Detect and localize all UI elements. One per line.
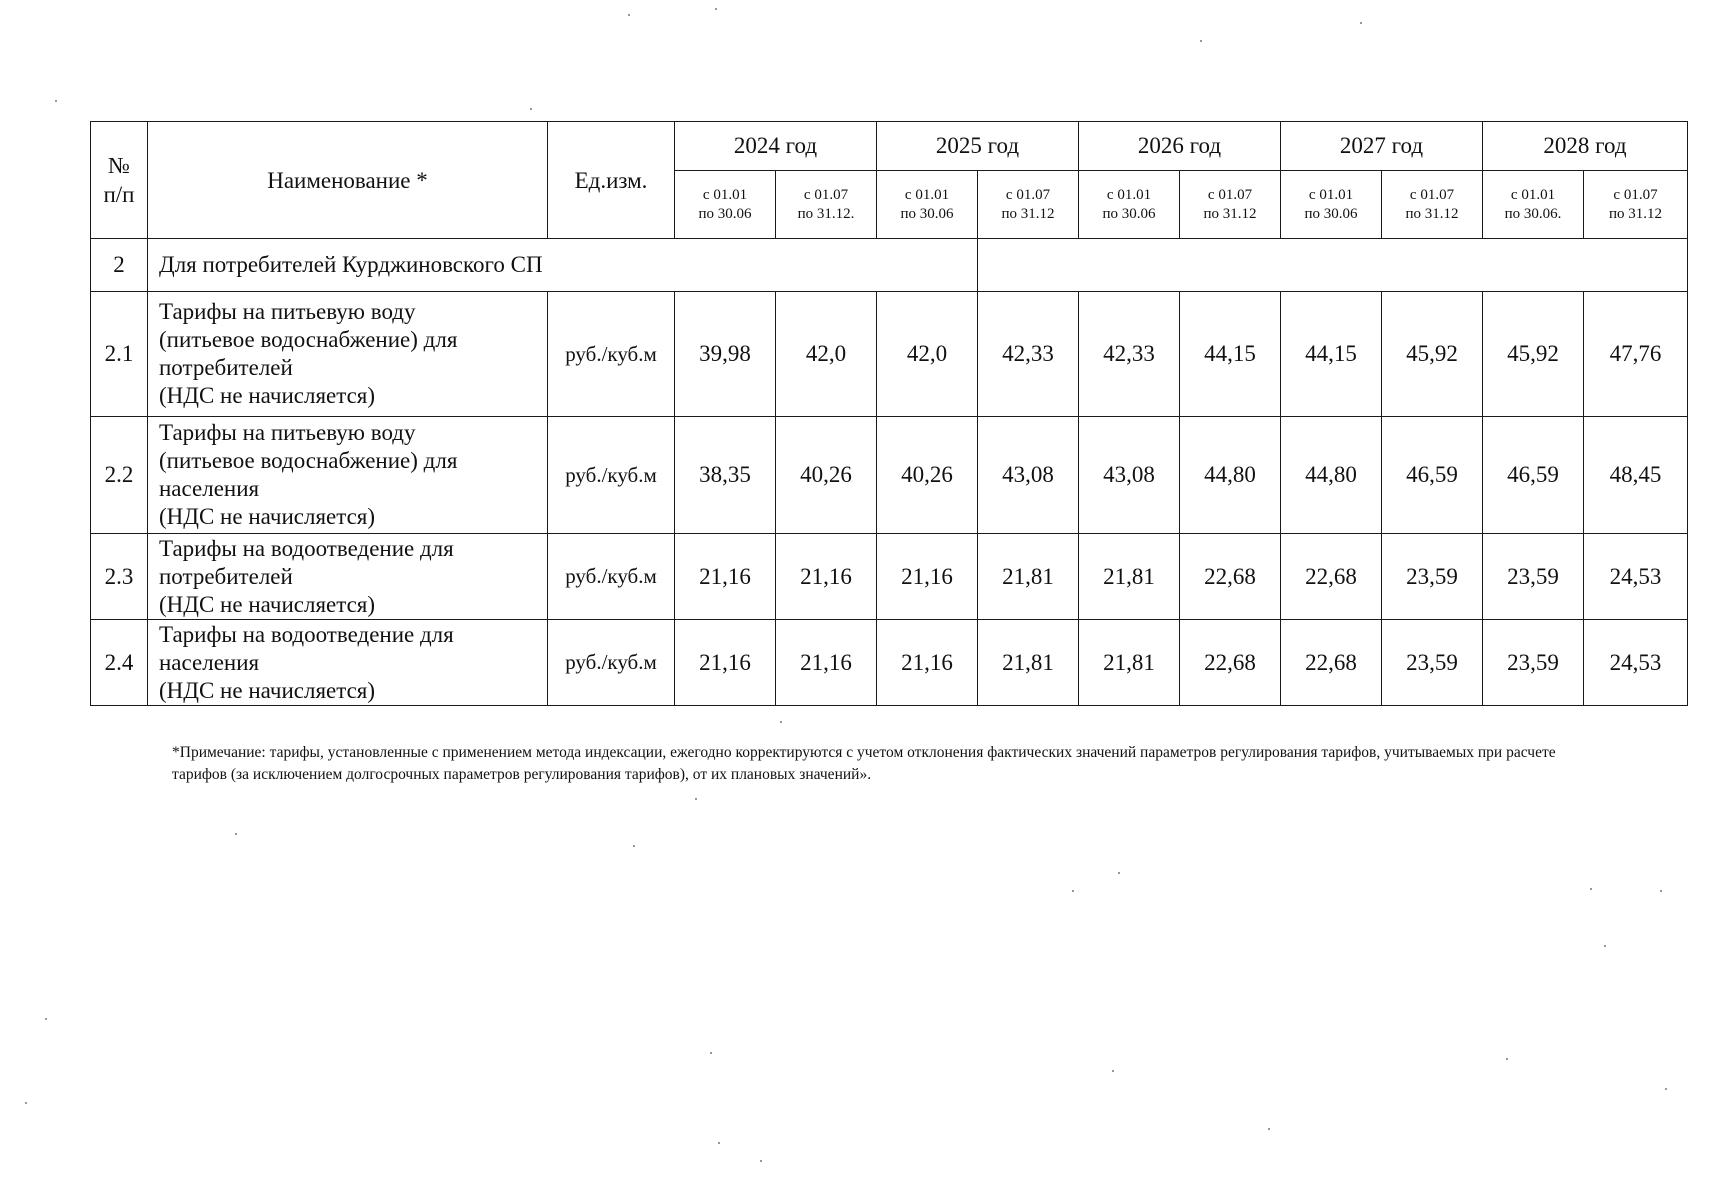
tariff-value: 24,53 <box>1584 534 1688 620</box>
row-name: Тарифы на питьевую воду (питьевое водоснабжение) для населения (НДС не начисляется) <box>148 417 548 534</box>
tariff-value: 39,98 <box>675 292 776 417</box>
tariff-value: 44,15 <box>1180 292 1281 417</box>
scan-speck <box>55 100 57 102</box>
section-number: 2 <box>91 239 148 292</box>
section-row <box>91 239 1688 292</box>
header-year-2026: 2026 год <box>1079 122 1281 171</box>
scan-speck <box>780 721 782 723</box>
header-period: с 01.07 по 31.12. <box>776 171 877 239</box>
scan-speck <box>1590 888 1592 890</box>
row-number: 2.4 <box>91 620 148 706</box>
tariff-value: 21,81 <box>1079 534 1180 620</box>
section-empty-cell <box>978 239 1688 292</box>
tariff-value: 48,45 <box>1584 417 1688 534</box>
header-unit: Ед.изм. <box>548 122 675 239</box>
tariff-value: 46,59 <box>1483 417 1584 534</box>
row-name: Тарифы на водоотведение для потребителей (НДС не начисляется) <box>148 534 548 620</box>
header-num: № п/п <box>91 122 148 239</box>
scan-speck <box>1268 1128 1270 1130</box>
tariff-value: 43,08 <box>1079 417 1180 534</box>
row-number: 2.3 <box>91 534 148 620</box>
row-number: 2.1 <box>91 292 148 417</box>
scan-speck <box>628 14 630 16</box>
section-title: Для потребителей Курджиновского СП <box>148 239 978 292</box>
table-row <box>91 292 1688 417</box>
scan-speck <box>1604 945 1606 947</box>
header-period: с 01.07 по 31.12 <box>1180 171 1281 239</box>
header-period: с 01.01 по 30.06 <box>675 171 776 239</box>
tariff-value: 45,92 <box>1382 292 1483 417</box>
scan-speck <box>760 1160 762 1162</box>
scan-speck <box>1660 890 1662 892</box>
header-period: с 01.07 по 31.12 <box>1382 171 1483 239</box>
tariff-value: 21,16 <box>675 534 776 620</box>
header-period: с 01.07 по 31.12 <box>1584 171 1688 239</box>
tariff-value: 38,35 <box>675 417 776 534</box>
scan-speck <box>718 1142 720 1144</box>
header-period: с 01.01 по 30.06 <box>1281 171 1382 239</box>
table-row <box>91 620 1688 706</box>
header-period: с 01.01 по 30.06. <box>1483 171 1584 239</box>
footnote: *Примечание: тарифы, установленные с применением метода индексации, ежегодно корректируются с учетом отклонения фактических значений параметров регулирования тарифов, учитываемых при расчете тарифов (за исключением долгосрочных параметров регулирования тарифов), от их плановых значений». <box>172 744 1556 783</box>
tariff-value: 21,16 <box>877 534 978 620</box>
table-row <box>91 417 1688 534</box>
tariff-value: 22,68 <box>1180 620 1281 706</box>
tariff-value: 24,53 <box>1584 620 1688 706</box>
tariff-value: 23,59 <box>1483 534 1584 620</box>
tariff-value: 40,26 <box>776 417 877 534</box>
header-period: с 01.07 по 31.12 <box>978 171 1079 239</box>
scan-speck <box>45 1018 47 1020</box>
header-year-2024: 2024 год <box>675 122 877 171</box>
header-period: с 01.01 по 30.06 <box>877 171 978 239</box>
tariff-value: 21,81 <box>978 534 1079 620</box>
tariff-value: 23,59 <box>1382 534 1483 620</box>
tariff-value: 44,80 <box>1180 417 1281 534</box>
tariff-value: 46,59 <box>1382 417 1483 534</box>
tariff-value: 23,59 <box>1382 620 1483 706</box>
scan-speck <box>1112 1070 1114 1072</box>
tariff-value: 43,08 <box>978 417 1079 534</box>
row-number: 2.2 <box>91 417 148 534</box>
scan-speck <box>235 833 237 835</box>
scan-speck <box>1072 890 1074 892</box>
tariff-value: 40,26 <box>877 417 978 534</box>
row-unit: руб./куб.м <box>548 620 675 706</box>
tariff-value: 47,76 <box>1584 292 1688 417</box>
tariff-value: 21,16 <box>877 620 978 706</box>
scan-speck <box>1506 1058 1508 1060</box>
scan-speck <box>1118 872 1120 874</box>
tariff-value: 45,92 <box>1483 292 1584 417</box>
scan-speck <box>710 1052 712 1054</box>
tariff-value: 21,16 <box>776 620 877 706</box>
row-name: Тарифы на водоотведение для населения (НДС не начисляется) <box>148 620 548 706</box>
tariff-value: 42,0 <box>877 292 978 417</box>
scan-speck <box>715 8 717 10</box>
scan-speck <box>1665 1088 1667 1090</box>
header-row-years <box>91 122 1688 171</box>
tariff-value: 42,0 <box>776 292 877 417</box>
tariff-value: 42,33 <box>1079 292 1180 417</box>
header-year-2028: 2028 год <box>1483 122 1688 171</box>
tariff-value: 22,68 <box>1281 534 1382 620</box>
scan-speck <box>530 108 532 110</box>
tariff-value: 22,68 <box>1281 620 1382 706</box>
tariff-value: 21,81 <box>978 620 1079 706</box>
scan-speck <box>1360 22 1362 24</box>
scan-speck <box>25 1102 27 1104</box>
row-unit: руб./куб.м <box>548 417 675 534</box>
row-name: Тарифы на питьевую воду (питьевое водоснабжение) для потребителей (НДС не начисляется) <box>148 292 548 417</box>
tariff-value: 42,33 <box>978 292 1079 417</box>
tariff-value: 23,59 <box>1483 620 1584 706</box>
table-row <box>91 534 1688 620</box>
row-unit: руб./куб.м <box>548 534 675 620</box>
tariff-value: 44,80 <box>1281 417 1382 534</box>
header-period: с 01.01 по 30.06 <box>1079 171 1180 239</box>
row-unit: руб./куб.м <box>548 292 675 417</box>
tariff-value: 22,68 <box>1180 534 1281 620</box>
scan-speck <box>1200 40 1202 42</box>
header-year-2025: 2025 год <box>877 122 1079 171</box>
tariff-value: 21,81 <box>1079 620 1180 706</box>
tariff-value: 21,16 <box>675 620 776 706</box>
tariff-value: 21,16 <box>776 534 877 620</box>
scan-speck <box>633 845 635 847</box>
tariff-table <box>90 121 1688 706</box>
header-name: Наименование * <box>148 122 548 239</box>
scan-speck <box>695 798 697 800</box>
tariff-value: 44,15 <box>1281 292 1382 417</box>
header-year-2027: 2027 год <box>1281 122 1483 171</box>
